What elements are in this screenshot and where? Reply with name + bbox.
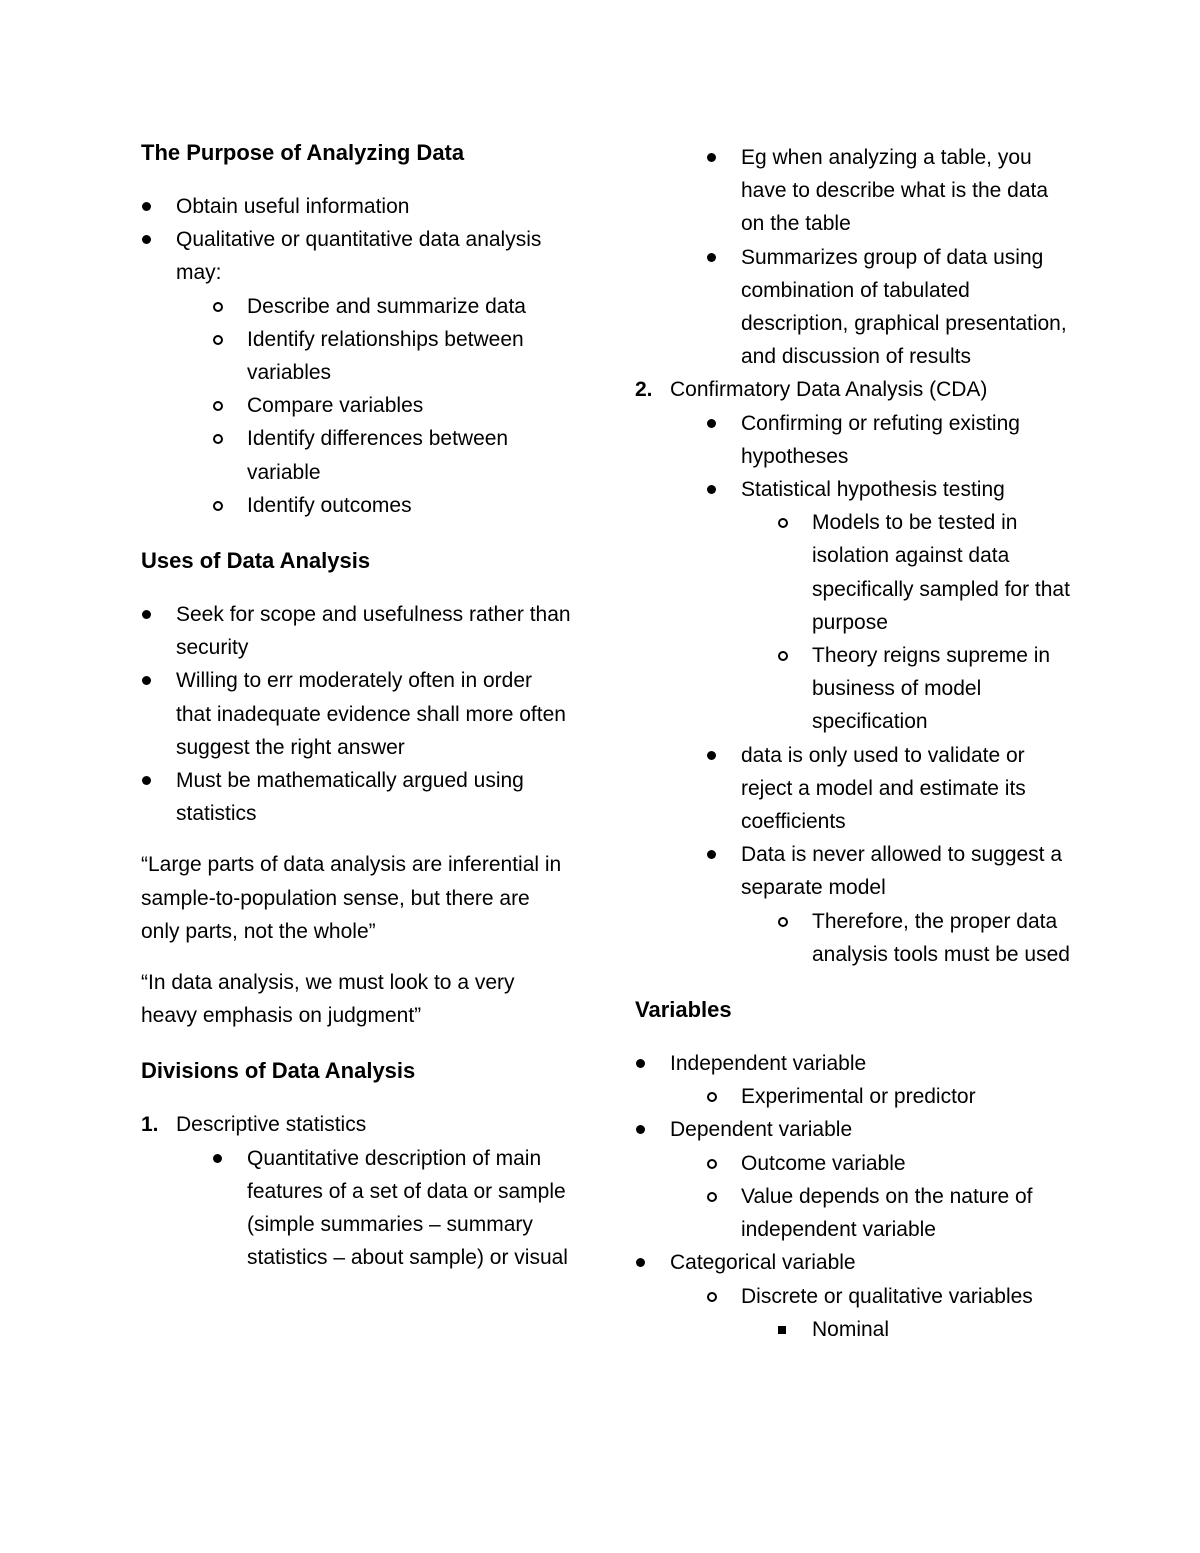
quote-paragraph: “In data analysis, we must look to a very heavy emphasis on judgment” [141,971,515,1028]
list-item: Identify differences between variable [141,422,571,488]
list-item: Summarizes group of data using combination of tabulated description, graphical presentation, and discussion of results [635,241,1075,374]
list-item: Compare variables [141,389,571,422]
heading-uses: Uses of Data Analysis [141,548,371,574]
list-item: Discrete or qualitative variables [635,1280,1075,1313]
list-item: Models to be tested in isolation against data specifically sampled for that purpose [635,506,1075,639]
list-item: Experimental or predictor [635,1080,1075,1113]
list-item: Theory reigns supreme in business of model specification [635,639,1075,739]
numbered-item [141,1108,571,1141]
heading-purpose: The Purpose of Analyzing Data [141,140,465,165]
quote-paragraph: “Large parts of data analysis are inferential in sample-to-population sense, but there are only parts, not the whole” [141,853,562,943]
list-item: Eg when analyzing a table, you have to describe what is the data on the table [635,141,1075,241]
list-item: Independent variable [635,1047,1075,1080]
list-number: 2. [635,378,653,402]
list-item: Categorical variable [635,1246,1075,1279]
heading-divisions: Divisions of Data Analysis [141,1058,416,1084]
uses-list [141,598,571,830]
variables-list [635,1047,1075,1346]
list-item: Identify relationships between variables [141,323,571,389]
list-item: data is only used to validate or reject a model and estimate its coefficients [635,739,1075,839]
numbered-item [635,373,1075,406]
cda-list [635,373,1075,971]
list-item: Qualitative or quantitative data analysis may: [141,223,571,289]
list-item: Quantitative description of main features of a set of data or sample (simple summaries – summary statistics – about sample) or visual [141,1142,571,1275]
descriptive-continued-list [635,141,1075,373]
list-item: Therefore, the proper data analysis tools must be used [635,905,1075,971]
purpose-list [141,190,571,522]
list-item: Must be mathematically argued using statistics [141,764,571,830]
list-item: Identify outcomes [141,489,571,522]
list-item: Describe and summarize data [141,290,571,323]
list-item: Seek for scope and usefulness rather than security [141,598,571,664]
numbered-item-label: Descriptive statistics [176,1113,367,1137]
list-item: Outcome variable [635,1147,1075,1180]
list-item: Dependent variable [635,1113,1075,1146]
numbered-item-label: Confirmatory Data Analysis (CDA) [670,378,988,402]
heading-variables: Variables [635,997,732,1023]
left-column [141,136,571,1274]
list-item: Confirming or refuting existing hypotheses [635,407,1075,473]
right-column [635,141,1075,1346]
divisions-list [141,1108,571,1274]
list-item: Value depends on the nature of independent variable [635,1180,1075,1246]
list-item: Willing to err moderately often in order that inadequate evidence shall more often suggest the right answer [141,664,571,764]
list-item: Statistical hypothesis testing [635,473,1075,506]
list-item: Nominal [635,1313,1075,1346]
list-item: Obtain useful information [141,190,571,223]
list-item: Data is never allowed to suggest a separate model [635,838,1075,904]
list-number: 1. [141,1113,159,1137]
